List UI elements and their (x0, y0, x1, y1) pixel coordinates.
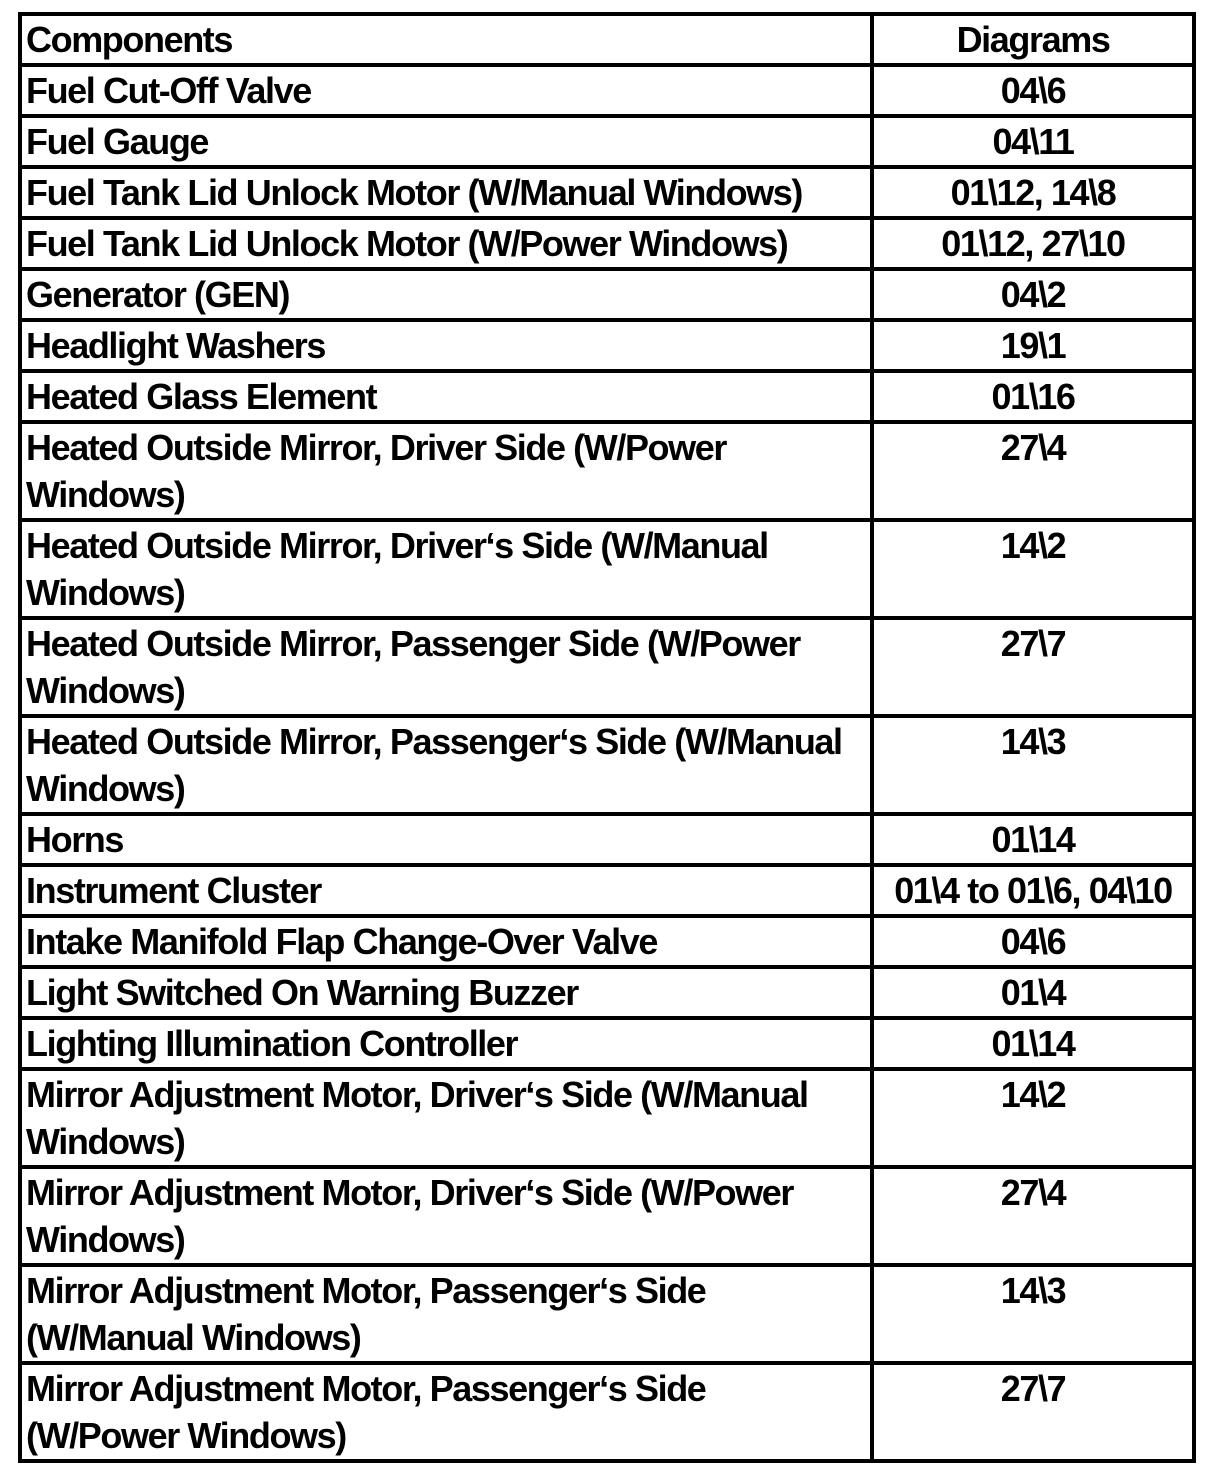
diagram-reference-cell: 01\12, 14\8 (872, 167, 1194, 218)
table-row (20, 320, 1194, 371)
diagram-reference-cell: 27\4 (872, 1167, 1194, 1265)
diagram-reference-cell: 01\12, 27\10 (872, 218, 1194, 269)
table-row (20, 371, 1194, 422)
component-name-cell: Mirror Adjustment Motor, Driver‘s Side (W/Power Windows) (20, 1167, 872, 1265)
diagram-reference-cell: 14\2 (872, 1069, 1194, 1167)
components-diagrams-sheet (18, 12, 1192, 1463)
diagram-reference-cell: 01\4 (872, 967, 1194, 1018)
table-row (20, 814, 1194, 865)
table-row (20, 422, 1194, 520)
diagram-reference-cell: 14\3 (872, 716, 1194, 814)
diagram-reference-cell: 14\2 (872, 520, 1194, 618)
table-row (20, 1265, 1194, 1363)
component-name-cell: Horns (20, 814, 872, 865)
component-name-cell: Fuel Cut-Off Valve (20, 65, 872, 116)
diagram-reference-cell: 04\2 (872, 269, 1194, 320)
component-name-cell: Heated Outside Mirror, Driver Side (W/Power Windows) (20, 422, 872, 520)
component-name-cell: Mirror Adjustment Motor, Passenger‘s Side (W/Manual Windows) (20, 1265, 872, 1363)
table-row (20, 269, 1194, 320)
table-row (20, 1167, 1194, 1265)
table-row (20, 865, 1194, 916)
table-row (20, 967, 1194, 1018)
table-row (20, 520, 1194, 618)
diagram-reference-cell: 04\6 (872, 916, 1194, 967)
table-row (20, 618, 1194, 716)
diagram-reference-cell: 04\11 (872, 116, 1194, 167)
component-name-cell: Heated Outside Mirror, Passenger Side (W/Power Windows) (20, 618, 872, 716)
diagram-reference-cell: 27\7 (872, 618, 1194, 716)
diagram-reference-cell: 04\6 (872, 65, 1194, 116)
component-name-cell: Heated Outside Mirror, Passenger‘s Side (W/Manual Windows) (20, 716, 872, 814)
diagram-reference-cell: 27\4 (872, 422, 1194, 520)
diagram-reference-cell: 19\1 (872, 320, 1194, 371)
table-row (20, 1069, 1194, 1167)
table-row (20, 167, 1194, 218)
component-name-cell: Headlight Washers (20, 320, 872, 371)
table-row (20, 916, 1194, 967)
component-name-cell: Fuel Gauge (20, 116, 872, 167)
component-name-cell: Mirror Adjustment Motor, Driver‘s Side (W/Manual Windows) (20, 1069, 872, 1167)
diagram-reference-cell: 01\14 (872, 814, 1194, 865)
table-row (20, 65, 1194, 116)
component-name-cell: Fuel Tank Lid Unlock Motor (W/Manual Windows) (20, 167, 872, 218)
column-header-diagrams: Diagrams (872, 14, 1194, 65)
component-name-cell: Instrument Cluster (20, 865, 872, 916)
component-name-cell: Mirror Adjustment Motor, Passenger‘s Side (W/Power Windows) (20, 1363, 872, 1461)
diagram-reference-cell: 01\16 (872, 371, 1194, 422)
table-header-row (20, 14, 1194, 65)
component-name-cell: Intake Manifold Flap Change-Over Valve (20, 916, 872, 967)
table-row (20, 1363, 1194, 1461)
component-name-cell: Lighting Illumination Controller (20, 1018, 872, 1069)
component-name-cell: Fuel Tank Lid Unlock Motor (W/Power Windows) (20, 218, 872, 269)
diagram-reference-cell: 01\4 to 01\6, 04\10 (872, 865, 1194, 916)
components-diagrams-table (18, 12, 1196, 1463)
component-name-cell: Heated Glass Element (20, 371, 872, 422)
table-row (20, 1018, 1194, 1069)
component-name-cell: Heated Outside Mirror, Driver‘s Side (W/Manual Windows) (20, 520, 872, 618)
component-name-cell: Light Switched On Warning Buzzer (20, 967, 872, 1018)
table-body (20, 65, 1194, 1461)
diagram-reference-cell: 27\7 (872, 1363, 1194, 1461)
component-name-cell: Generator (GEN) (20, 269, 872, 320)
table-row (20, 716, 1194, 814)
table-row (20, 218, 1194, 269)
diagram-reference-cell: 14\3 (872, 1265, 1194, 1363)
column-header-components: Components (20, 14, 872, 65)
diagram-reference-cell: 01\14 (872, 1018, 1194, 1069)
table-row (20, 116, 1194, 167)
